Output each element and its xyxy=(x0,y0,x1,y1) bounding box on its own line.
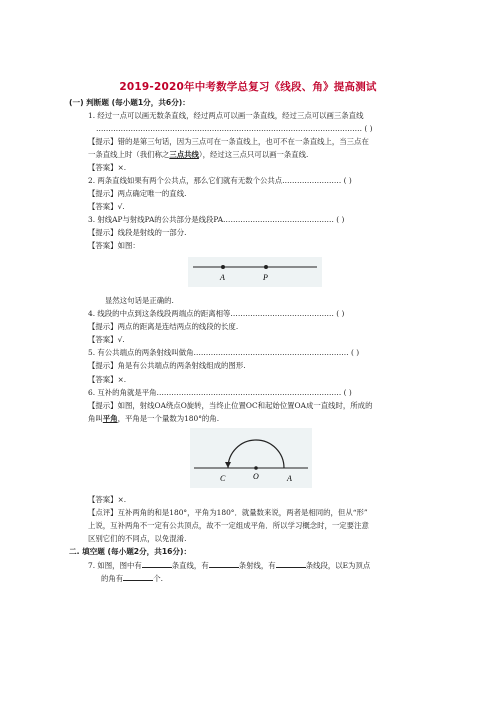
q1-tip: 【提示】错的是第三句话，因为三点可在一条直线上，也可不在一条直线上，当三点在 xyxy=(88,137,369,146)
q6-figure-bg xyxy=(190,428,312,488)
page-title: 2019-2020年中考数学总复习《线段、角》提高测试 xyxy=(119,81,377,93)
q2-stem: 2. 两条直线如果有两个公共点，那么它们就有无数个公共点…………………… ( ) xyxy=(88,176,352,185)
q7-text-5: 的角有 xyxy=(101,574,124,583)
q6-tip-text-1: 角叫 xyxy=(88,414,103,423)
q6-point-o xyxy=(254,466,258,470)
q7-stem-cont xyxy=(101,573,163,584)
q7-text-6: 个. xyxy=(153,574,163,583)
q1-tip-cont xyxy=(88,150,308,160)
q7-blank-angles[interactable] xyxy=(123,573,153,581)
q6-tip: 【提示】如图，射线OA绕点O旋转，当终止位置OC和起始位置OA成一直线时，所成的 xyxy=(88,401,373,410)
q1-tip-text-2: ），经过这三点只可以画一条直线. xyxy=(198,150,309,159)
q7-text-4: 条线段，以E为顶点 xyxy=(305,561,371,570)
q6-label-c: C xyxy=(220,474,226,483)
q1-stem: 1. 经过一点可以画无数条直线，经过两点可以画一条直线，经过三点可以画三条直线 xyxy=(88,111,364,120)
q5-tip: 【提示】角是有公共端点的两条射线组成的图形. xyxy=(88,361,246,370)
q6-comment-cont-1: 上说，互补两角不一定有公共顶点，故不一定组成平角．所以学习概念时，一定要注意 xyxy=(88,521,369,530)
q6-label-o: O xyxy=(253,472,259,481)
q3-label-p: P xyxy=(263,273,268,282)
q7-blank-segments[interactable] xyxy=(276,560,306,568)
q4-stem: 4. 线段的中点到这条线段两端点的距离相等…………………………………… ( ) xyxy=(88,309,345,318)
q6-label-a: A xyxy=(287,474,292,483)
q3-point-a xyxy=(221,265,225,269)
q2-answer: 【答案】√. xyxy=(88,202,125,211)
q1-dots: ……………………………………………………………………………………………… ( ) xyxy=(96,124,373,133)
q1-tip-bold: 三点共线 xyxy=(169,150,199,159)
q6-tip-text-2: ，平角是一个量数为180°的角. xyxy=(117,414,220,423)
q7-stem xyxy=(88,560,370,571)
section-fill-heading: 二. 填空题 (每小题2分，共16分)： xyxy=(69,547,192,556)
q6-straight-angle-figure xyxy=(190,428,312,488)
q3-after: 显然这句话是正确的. xyxy=(105,296,174,305)
q3-stem: 3. 射线AP与射线PA的公共部分是线段PA……………………………………… ( ) xyxy=(88,215,345,224)
q6-tip-cont xyxy=(88,414,219,424)
q1-tip-text-1: 一条直线上时（我们称之 xyxy=(88,150,170,159)
q7-blank-rays[interactable] xyxy=(209,560,239,568)
q1-answer: 【答案】×. xyxy=(88,163,127,172)
q7-text-1: 7. 如图，图中有 xyxy=(88,561,142,570)
q3-ray-figure xyxy=(188,257,322,287)
section-judgment-heading: (一) 判断题 (每小题1分，共6分)： xyxy=(69,98,190,107)
q3-answer: 【答案】如图： xyxy=(88,241,140,250)
q6-stem: 6. 互补的角就是平角………………………………………………………………… ( ) xyxy=(88,388,352,397)
q7-text-3: 条射线，有 xyxy=(238,561,276,570)
q4-tip: 【提示】两点的距离是连结两点的线段的长度. xyxy=(88,322,239,331)
q6-tip-bold: 平角 xyxy=(102,414,118,423)
q3-point-p xyxy=(264,265,268,269)
q3-figure-bg xyxy=(188,257,322,287)
q7-text-2: 条直线，有 xyxy=(171,561,209,570)
q5-answer: 【答案】×. xyxy=(88,375,127,384)
q6-answer: 【答案】×. xyxy=(88,495,127,504)
q7-blank-lines[interactable] xyxy=(142,560,172,568)
q6-comment: 【点评】互补两角的和是180°，平角为180°．就量数来说，两者是相同的，但从“形” xyxy=(88,508,368,517)
q5-stem: 5. 有公共端点的两条射线叫做角……………………………………………………… ( ) xyxy=(88,348,360,357)
q3-label-a: A xyxy=(220,273,225,282)
q2-tip: 【提示】两点确定唯一的直线. xyxy=(88,189,187,198)
q4-answer: 【答案】√. xyxy=(88,335,125,344)
q6-comment-cont-2: 区别它们的不同点，以免混淆. xyxy=(88,534,187,543)
q3-tip: 【提示】线段是射线的一部分. xyxy=(88,228,187,237)
